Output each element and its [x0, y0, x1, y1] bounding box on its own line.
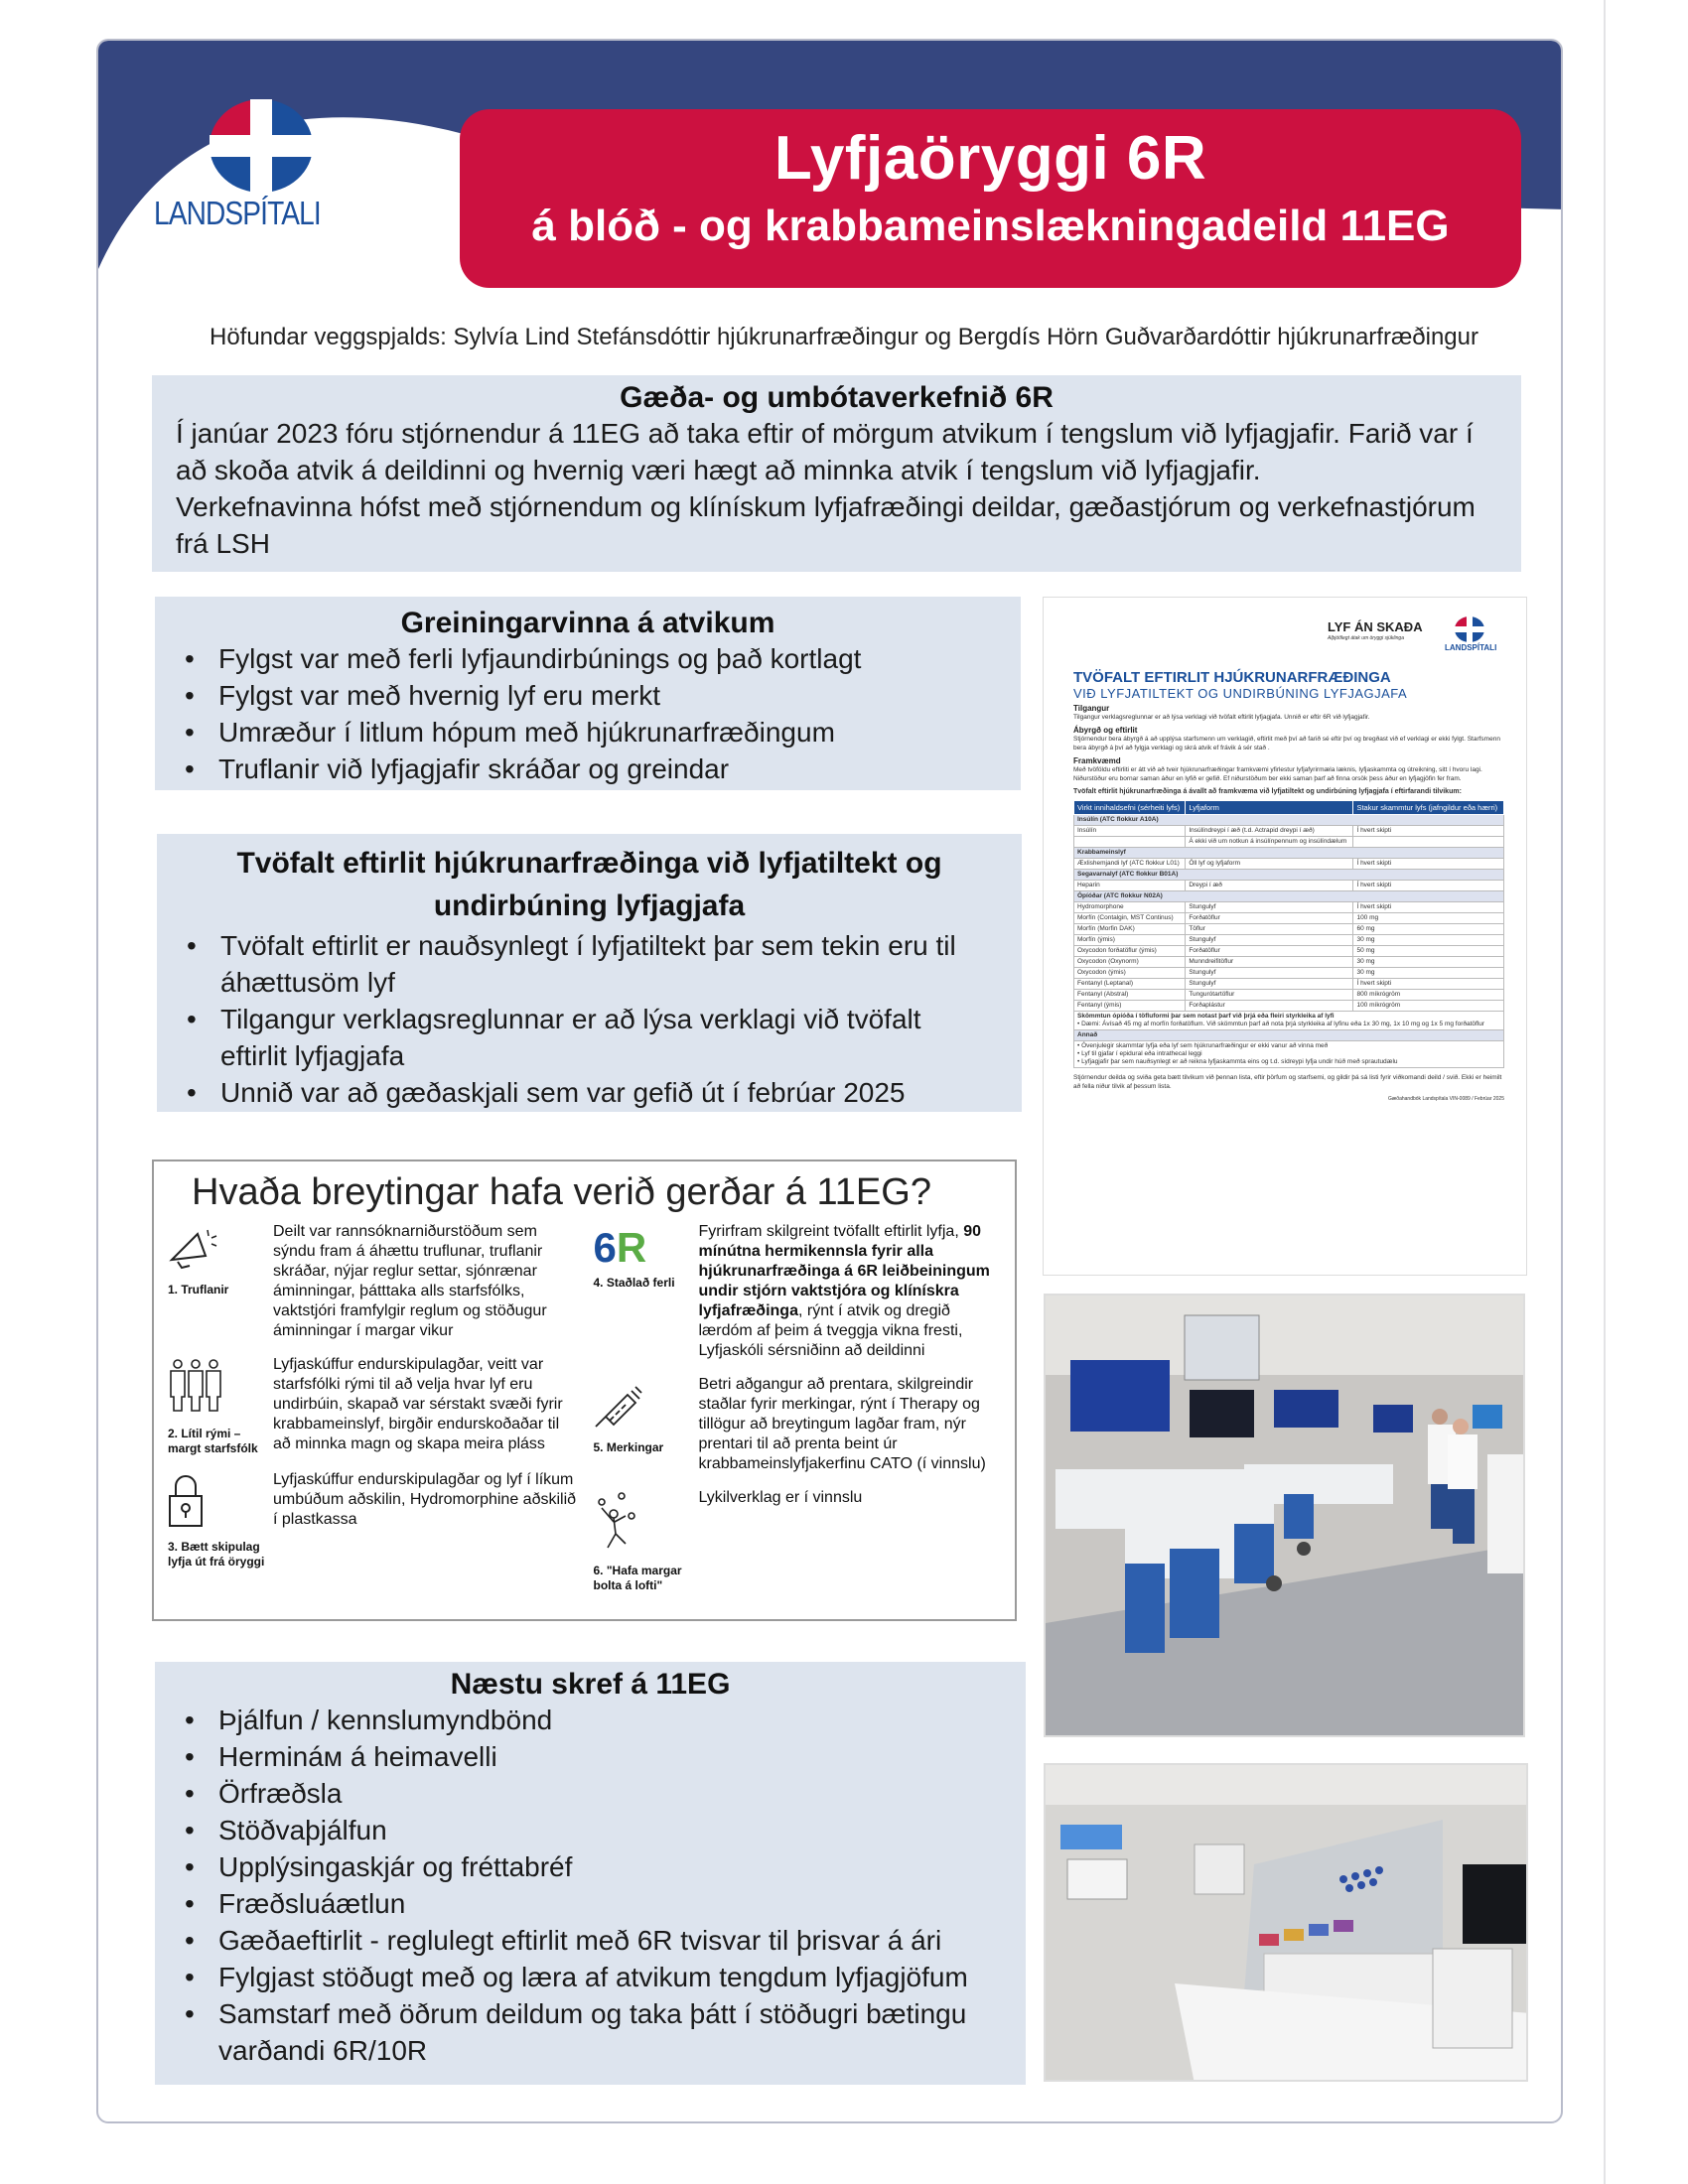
column-header: Lyfjaform — [1186, 801, 1353, 815]
changes-section — [152, 1160, 1017, 1621]
list-item: • Gæðaeftirlit - reglulegt eftirlit með 6R tvisvar til þrisvar á ári — [155, 1922, 996, 1959]
table-cell: 60 mg — [1353, 924, 1504, 935]
landspitali-logo — [152, 97, 370, 236]
table-cell: Tungurótartöflur — [1186, 990, 1353, 1001]
list-item: • Fylgst var með hvernig lyf eru merkt — [155, 677, 1021, 714]
table-cell: Í hvert skipti — [1353, 881, 1504, 891]
other-item-text: Óvenjulegir skammtar lyfja eða lyf sem hjúkrunarfræðingur er ekki vanur að vinna með — [1081, 1042, 1329, 1049]
list-item: • Hermináм á heimavelli — [155, 1738, 996, 1775]
intro-section — [152, 375, 1521, 572]
juggler-icon — [594, 1492, 643, 1558]
doc-body — [1073, 669, 1504, 1108]
changes-heading: Hvaða breytingar hafa verið gerðar á 11EG? — [192, 1171, 931, 1213]
other-item-text: Lyf til gjafar í epidural eða intrathecal leggi — [1081, 1050, 1202, 1057]
analysis-section — [155, 597, 1021, 790]
change-item-text: Fyrirfram skilgreint tvöfallt eftirlit lyfja, — [698, 1223, 964, 1240]
change-item-text: Lyfjaskúffur endurskipulagðar, veitt var starfsfólki rými til að velja hvar lyf eru undirbúin, skapað var sérstakt svæði fyrir krabbameinslyf, birgðir endurskoðaðar til að minnka magn og skapa meira pláss — [273, 1356, 563, 1452]
table-group-row — [1074, 870, 1504, 881]
list-item: • Samstarf með öðrum deildum og taka þátt í stöðugri bætingu varðandi 6R/10R — [155, 1995, 996, 2069]
doc-brand: LYF ÁN SKAÐA — [1328, 619, 1423, 634]
doc-section-heading: Tilgangur — [1073, 704, 1110, 713]
change-item-icon-cell — [168, 1470, 265, 1570]
list-item: • Örfræðsla — [155, 1775, 996, 1812]
doc-section-heading: Framkvæmd — [1073, 756, 1121, 765]
table-cell: Hydromorphone — [1074, 902, 1186, 913]
table-row — [1074, 881, 1504, 891]
group-name: Ópíóðar (ATC flokkur N02A) — [1074, 891, 1504, 902]
table-cell: Fentanyl (Abstral) — [1074, 990, 1186, 1001]
dosing-note: Skömmtun ópíóða í töfluformi þar sem notast þarf við þrjá eða fleiri styrkleika af lyfi — [1077, 1013, 1335, 1020]
table-cell: Morfín (Contalgin, MST Continus) — [1074, 913, 1186, 924]
table-group-row — [1074, 1030, 1504, 1041]
table-row — [1074, 946, 1504, 957]
padlock-icon — [168, 1474, 204, 1534]
doc-table — [1073, 800, 1504, 1068]
table-row — [1074, 924, 1504, 935]
change-item-label: 2. Lítil rými – margt starfsfólk — [168, 1427, 258, 1455]
photo-medication-shelves — [1044, 1763, 1528, 2082]
table-cell: Dreypi í æð — [1186, 881, 1353, 891]
doc-subtitle: VIÐ LYFJATILTEKT OG UNDIRBÚNING LYFJAGJAFA — [1073, 686, 1408, 701]
table-header-row — [1074, 801, 1504, 815]
table-group-row — [1074, 815, 1504, 826]
column-header: Stakur skammtur lyfs (jafngildur eða hærri) — [1353, 801, 1504, 815]
table-cell: Æxlishemjandi lyf (ATC flokkur L01) — [1074, 859, 1186, 870]
doc-section-text: Með tvöföldu eftirliti er átt við að tveir hjúkrunarfræðingar framkvæmi yfirlestur lyfjafyrirmæla læknis, lyfjaskammta og útreikning, sitt í hvoru lagi. Niðurstöður eru bornar saman áður en lyfið er gefið. Ef niðurstöðum ber ekki saman þarf að finna orsök þess áður en lyfjagjöfin fer fram. — [1073, 766, 1482, 782]
change-item — [168, 1222, 580, 1341]
doc-logo-cross-icon — [1453, 615, 1486, 643]
table-row — [1074, 1001, 1504, 1012]
table-cell: Forðatöflur — [1186, 913, 1353, 924]
list-item: • Truflanir við lyfjagjafir skráðar og greindar — [155, 751, 1021, 787]
table-group-row — [1074, 891, 1504, 902]
change-item-icon-cell — [168, 1355, 265, 1456]
doc-logo-text: LANDSPÍTALI — [1445, 643, 1497, 652]
table-cell: Stungulyf — [1186, 902, 1353, 913]
list-item: • Þjálfun / kennslumyndbönd — [155, 1702, 996, 1738]
syringe-icon — [594, 1379, 643, 1434]
table-row — [1074, 1041, 1504, 1068]
next-steps-heading: Næstu skref á 11EG — [450, 1668, 731, 1701]
change-item-text-block — [699, 1375, 1006, 1474]
change-item-label: 6. "Hafa margar bolta á lofti" — [593, 1564, 682, 1592]
table-cell: Morfín (ýmis) — [1074, 935, 1186, 946]
intro-text: Í janúar 2023 fóru stjórnendur á 11EG að taka eftir of mörgum atvikum í tengslum við lyfjagjafir. Farið var í að skoða atvik á deildinni og hvernig væri hægt að minnka atvik í tengslum við lyfjagjafir. — [176, 418, 1474, 485]
bullet-list — [155, 1702, 1026, 2069]
change-item-label: 5. Merkingar — [593, 1440, 664, 1454]
change-item-label: 4. Staðlað ferli — [593, 1276, 675, 1290]
doc-section — [1073, 726, 1504, 752]
table-cell: Morfín (Morfin DAK) — [1074, 924, 1186, 935]
doc-section-heading: Ábyrgð og eftirlit — [1073, 726, 1138, 735]
change-item — [594, 1488, 1006, 1593]
list-item: • Fylgst var með ferli lyfjaundirbúnings og það kortlagt — [155, 640, 1021, 677]
bullet-list — [155, 640, 1021, 787]
table-cell: Fentanyl (Leptanal) — [1074, 979, 1186, 990]
table-cell: Stungulyf — [1186, 935, 1353, 946]
page-edge — [1604, 0, 1606, 2184]
doc-reference: Gæðahandbók Landspítala VIN-0089 / Febrúar 2025 — [1387, 1096, 1504, 1102]
table-cell: Fentanyl (ýmis) — [1074, 1001, 1186, 1012]
column-header: Virkt innihaldsefni (sérheiti lyfs) — [1074, 801, 1186, 815]
procedure-document-image — [1043, 597, 1527, 1276]
table-cell — [1353, 837, 1504, 848]
change-item-text: Lykilverklag er í vinnslu — [698, 1489, 863, 1506]
table-cell: Oxycodon forðatöflur (ýmis) — [1074, 946, 1186, 957]
photo-medication-room-carts — [1044, 1294, 1525, 1737]
change-item-text-block — [273, 1470, 580, 1570]
change-item-text: , rýnt í atvik og dregið lærdóm af þeim á tveggja vikna fresti, Lyfjaskóli sérsniðinn að deildinni — [698, 1302, 963, 1359]
change-item-label: 3. Bætt skipulag lyfja út frá öryggi — [168, 1540, 265, 1569]
double-check-heading: Tvöfalt eftirlit hjúkrunarfræðinga við lyfjatiltekt og undirbúning lyfjagjafa — [236, 847, 942, 922]
table-cell: Á ekki við um notkun á insúlínpennum og insúlíndælum — [1186, 837, 1353, 848]
doc-section — [1073, 756, 1504, 783]
table-cell: 800 míkrógröm — [1353, 990, 1504, 1001]
table-cell: Insúlíndreypi í æð (t.d. Actrapid dreypi í æð) — [1186, 826, 1353, 837]
group-name: Segavarnalyf (ATC flokkur B01A) — [1074, 870, 1504, 881]
table-group-row — [1074, 848, 1504, 859]
table-row — [1074, 837, 1504, 848]
change-item — [168, 1355, 580, 1456]
table-row — [1074, 979, 1504, 990]
table-row — [1074, 957, 1504, 968]
table-cell: Í hvert skipti — [1353, 902, 1504, 913]
list-item: • Umræður í litlum hópum með hjúkrunarfræðingum — [155, 714, 1021, 751]
change-item-text: Deilt var rannsóknarniðurstöðum sem sýndu fram á áhættu truflunar, truflanir skráðar, nýjar reglur settar, sjónrænar áminningar, þátttaka alls starfsfólks, vaktstjóri framfylgir reglum og stöðugur áminningar í margar vikur — [273, 1223, 547, 1339]
dosing-example: • Dæmi: Ávísað 45 mg af morfín forðatöflum. Við skömmtun þarf að nota þrjá styrkleika af lyfinu eða 1x 30 mg, 1x 10 mg og 1x 5 mg forðatöflur — [1077, 1021, 1485, 1027]
table-cell: 30 mg — [1353, 957, 1504, 968]
change-item-icon-cell — [594, 1488, 691, 1593]
table-cell: Oxycodon (ýmis) — [1074, 968, 1186, 979]
other-items-cell — [1074, 1041, 1504, 1068]
table-cell: 30 mg — [1353, 968, 1504, 979]
double-check-section — [157, 834, 1022, 1112]
change-item-label: 1. Truflanir — [168, 1283, 229, 1297]
table-cell: Stungulyf — [1186, 968, 1353, 979]
6r-letter: R — [616, 1224, 647, 1271]
list-item: • Tvöfalt eftirlit er nauðsynlegt í lyfjatiltekt þar sem tekin eru til áhættusöm lyf — [157, 927, 992, 1001]
change-item-text-block — [699, 1222, 1006, 1361]
other-item-text: Lyfjagjafir þar sem nauðsynlegt er að reikna lyfjaskammta eins og t.d. sídreypi lyfja undir húð með sprautudælu — [1081, 1058, 1398, 1065]
table-cell: 100 mg — [1353, 913, 1504, 924]
table-row — [1074, 990, 1504, 1001]
table-row — [1074, 826, 1504, 837]
change-item-text-block — [273, 1355, 580, 1456]
table-cell: 30 mg — [1353, 935, 1504, 946]
intro-text: Verkefnavinna hófst með stjórnendum og klínískum lyfjafræðingi deildar, gæðastjórum og verkefnastjórum frá LSH — [176, 491, 1476, 559]
title-banner — [460, 109, 1521, 288]
group-name: Insúlín (ATC flokkur A10A) — [1074, 815, 1504, 826]
table-cell: Stungulyf — [1186, 979, 1353, 990]
doc-section-text: Tilgangur verklagsreglunnar er að lýsa verklagi við tvöfalt eftirlit lyfjagjafa. Unnið er eftir 6R við lyfjagjafir. — [1073, 714, 1370, 721]
table-row — [1074, 859, 1504, 870]
other-item: • Lyf til gjafar í epidural eða intrathecal leggi — [1077, 1050, 1202, 1057]
table-cell: Í hvert skipti — [1353, 859, 1504, 870]
list-item: • Tilgangur verklagsreglunnar er að lýsa verklagi við tvöfalt eftirlit lyfjagjafa — [157, 1001, 992, 1074]
authors: Höfundar veggspjalds: Sylvía Lind Stefánsdóttir hjúkrunarfræðingur og Bergdís Hörn Guðvarðardóttir hjúkrunarfræðingur — [209, 324, 1478, 350]
6r-logo-icon — [594, 1226, 647, 1270]
change-item-text-bold: 90 mínútna hermikennsla fyrir alla hjúkrunarfræðinga á 6R leiðbeiningum undir stjórn vaktstjóra og klínískra lyfjafræðinga — [698, 1223, 990, 1319]
intro-heading: Gæða- og umbótaverkefnið 6R — [620, 381, 1054, 414]
table-cell: Öll lyf og lyfjaform — [1186, 859, 1353, 870]
table-cell: 50 mg — [1353, 946, 1504, 957]
analysis-heading: Greiningarvinna á atvikum — [400, 607, 775, 639]
list-item: • Fylgjast stöðugt með og læra af atvikum tengdum lyfjagjöfum — [155, 1959, 996, 1995]
change-item — [594, 1222, 1006, 1361]
bullet-list — [157, 927, 1022, 1111]
table-cell: Insúlín — [1074, 826, 1186, 837]
poster-title: Lyfjaöryggi 6R — [774, 124, 1207, 193]
table-cell: Forðatöflur — [1186, 946, 1353, 957]
change-item — [594, 1375, 1006, 1474]
table-row — [1074, 913, 1504, 924]
change-item — [168, 1470, 580, 1570]
table-cell: Töflur — [1186, 924, 1353, 935]
change-item-text-block — [699, 1488, 1006, 1593]
list-item: • Upplýsingaskjár og fréttabréf — [155, 1848, 996, 1885]
table-cell: Heparin — [1074, 881, 1186, 891]
table-row — [1074, 935, 1504, 946]
change-item-text: Betri aðgangur að prentara, skilgreindir staðlar fyrir merkingar, rýnt í Therapy og tillögur að breytingum lagðar fram, nýr prentari til að prenta beint úr krabbameinslyfjakerfinu CATO (í vinnslu) — [698, 1376, 986, 1472]
other-item: • Lyfjagjafir þar sem nauðsynlegt er að reikna lyfjaskammta eins og t.d. sídreypi lyfja undir húð með sprautudælu — [1077, 1058, 1398, 1065]
doc-brand-tagline: Alþjóðlegt átak um öryggi sjúklinga — [1328, 635, 1404, 641]
table-cell: Í hvert skipti — [1353, 826, 1504, 837]
logo-cross-icon — [207, 97, 316, 195]
table-cell: Oxycodon (Oxynorm) — [1074, 957, 1186, 968]
logo-text: LANDSPÍTALI — [154, 195, 321, 231]
people-icon — [168, 1359, 223, 1421]
doc-title: TVÖFALT EFTIRLIT HJÚKRUNARFRÆÐINGA — [1073, 669, 1391, 686]
6r-digit: 6 — [593, 1224, 617, 1271]
change-item-icon-cell — [594, 1375, 691, 1474]
change-item-text: Lyfjaskúffur endurskipulagðar og lyf í líkum umbúðum aðskilin, Hydromorphine aðskilið í plastkassa — [273, 1471, 577, 1528]
table-row — [1074, 1012, 1504, 1030]
megaphone-icon — [168, 1226, 217, 1277]
table-row — [1074, 968, 1504, 979]
table-cell: 100 míkrógröm — [1353, 1001, 1504, 1012]
group-name: Annað — [1074, 1030, 1504, 1041]
table-cell: Í hvert skipti — [1353, 979, 1504, 990]
poster-subtitle: á blóð - og krabbameinslækningadeild 11EG — [531, 202, 1450, 250]
change-item-icon-cell — [168, 1222, 265, 1341]
doc-section-text: Stjórnendur bera ábyrgð á að upplýsa starfsmenn um verklagið, eftirlit með því að farið sé eftir því og bregðast við ef verklagi er ekki fylgt. Starfsmenn bera ábyrgð á því að fylgja verklagi og skrá atvik ef frávik á sér stað . — [1073, 736, 1500, 751]
table-row — [1074, 902, 1504, 913]
list-item: • Stöðvaþjálfun — [155, 1812, 996, 1848]
table-cell: Forðaplástur — [1186, 1001, 1353, 1012]
table-cell: Munndreifitöflur — [1186, 957, 1353, 968]
change-item-text-block — [273, 1222, 580, 1341]
doc-section — [1073, 704, 1504, 722]
list-item: • Unnið var að gæðaskjali sem var gefið út í febrúar 2025 — [157, 1074, 992, 1111]
table-cell — [1074, 837, 1186, 848]
other-item: • Óvenjulegir skammtar lyfja eða lyf sem hjúkrunarfræðingur er ekki vanur að vinna með — [1077, 1042, 1329, 1049]
dosing-note-cell — [1074, 1012, 1504, 1030]
list-item: • Fræðsluáætlun — [155, 1885, 996, 1922]
group-name: Krabbameinslyf — [1074, 848, 1504, 859]
change-item-icon-cell — [594, 1222, 691, 1361]
doc-footer-note: Stjórnendur deilda og sviða geta bætt tilvikum við þennan lista, eftir þörfum og starfsemi, og gildir þá sá listi fyrir viðkomandi deild / svið. Ekki er heimilt að fella niður tilvik af þessum lista. — [1073, 1074, 1502, 1090]
next-steps-section — [155, 1662, 1026, 2085]
doc-table-intro: Tvöfalt eftirlit hjúkrunarfræðinga á ávallt að framkvæma við lyfjatiltekt og undirbúning lyfjagjafa í eftirfarandi tilvikum: — [1073, 788, 1462, 795]
